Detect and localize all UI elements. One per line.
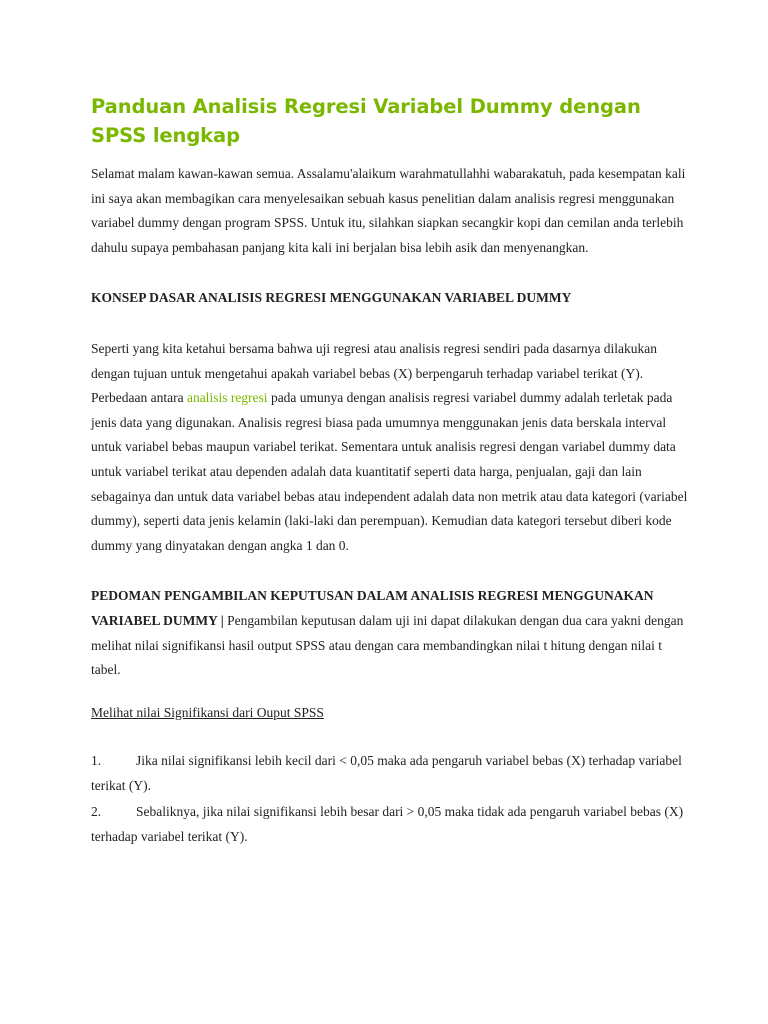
konsep-paragraph xyxy=(91,337,691,558)
section-heading-konsep: KONSEP DASAR ANALISIS REGRESI MENGGUNAKAN VARIABEL DUMMY xyxy=(91,290,572,306)
list-number: 2. xyxy=(91,804,102,820)
analisis-regresi-link[interactable]: analisis regresi xyxy=(186,390,268,406)
pedoman-paragraph xyxy=(91,584,691,682)
section-heading-pedoman: PEDOMAN PENGAMBILAN KEPUTUSAN DALAM ANALISIS REGRESI MENGGUNAKAN VARIABEL DUMMY | xyxy=(91,588,654,628)
intro-paragraph: Selamat malam kawan-kawan semua. Assalamu'alaikum warahmatullahhi wabarakatuh, pada kesempatan kali ini saya akan membagikan cara menyelesaikan sebuah kasus penelitian dalam analisis regresi menggunakan variabel dummy dengan program SPSS. Untuk itu, silahkan siapkan secangkir kopi dan cemilan anda terlebih dahulu supaya pembahasan panjang kita kali ini berjalan bisa lebih asik dan menyenangkan. xyxy=(91,166,686,255)
list-item-text: Sebaliknya, jika nilai signifikansi lebih besar dari > 0,05 maka tidak ada pengaruh variabel bebas (X) terhadap variabel terikat (Y). xyxy=(91,804,684,845)
list-item xyxy=(91,749,691,798)
list-item-text: Jika nilai signifikansi lebih kecil dari < 0,05 maka ada pengaruh variabel bebas (X) terhadap variabel terikat (Y). xyxy=(91,753,682,793)
list-item xyxy=(91,800,691,849)
konsep-text-part1: Seperti yang kita ketahui bersama bahwa uji regresi atau analisis regresi sendiri pada dasarnya dilakukan dengan tujuan untuk mengetahui apakah variabel bebas (X) berpengaruh terhadap variabel terikat (Y). Perbedaan antara xyxy=(91,340,658,406)
list-number: 1. xyxy=(91,753,102,769)
article xyxy=(91,92,691,852)
pedoman-text: Pengambilan keputusan dalam uji ini dapat dilakukan dengan dua cara yakni dengan melihat nilai signifikansi hasil output SPSS atau dengan cara membandingkan nilai t hitung dengan nilai t tabel. xyxy=(91,612,684,678)
subheading-signifikansi: Melihat nilai Signifikansi dari Ouput SPSS xyxy=(91,704,324,720)
konsep-text-part2: pada umunya dengan analisis regresi variabel dummy adalah terletak pada jenis data yang digunakan. Analisis regresi biasa pada umumnya menggunakan jenis data berskala interval untuk variabel bebas maupun variabel terikat. Sementara untuk analisis regresi dengan variabel dummy data untuk variabel terikat atau dependen adalah data kuantitatif seperti data harga, penjualan, gaji dan lain sebagainya dan untuk data variabel bebas atau independent adalah data non metrik atau data kategori (variabel dummy), seperti data jenis kelamin (laki-laki dan perempuan). Kemudian data kategori tersebut diberi kode dummy yang dinyatakan dengan angka 1 dan 0. xyxy=(91,390,688,553)
article-title: Panduan Analisis Regresi Variabel Dummy dengan SPSS lengkap xyxy=(91,95,641,147)
